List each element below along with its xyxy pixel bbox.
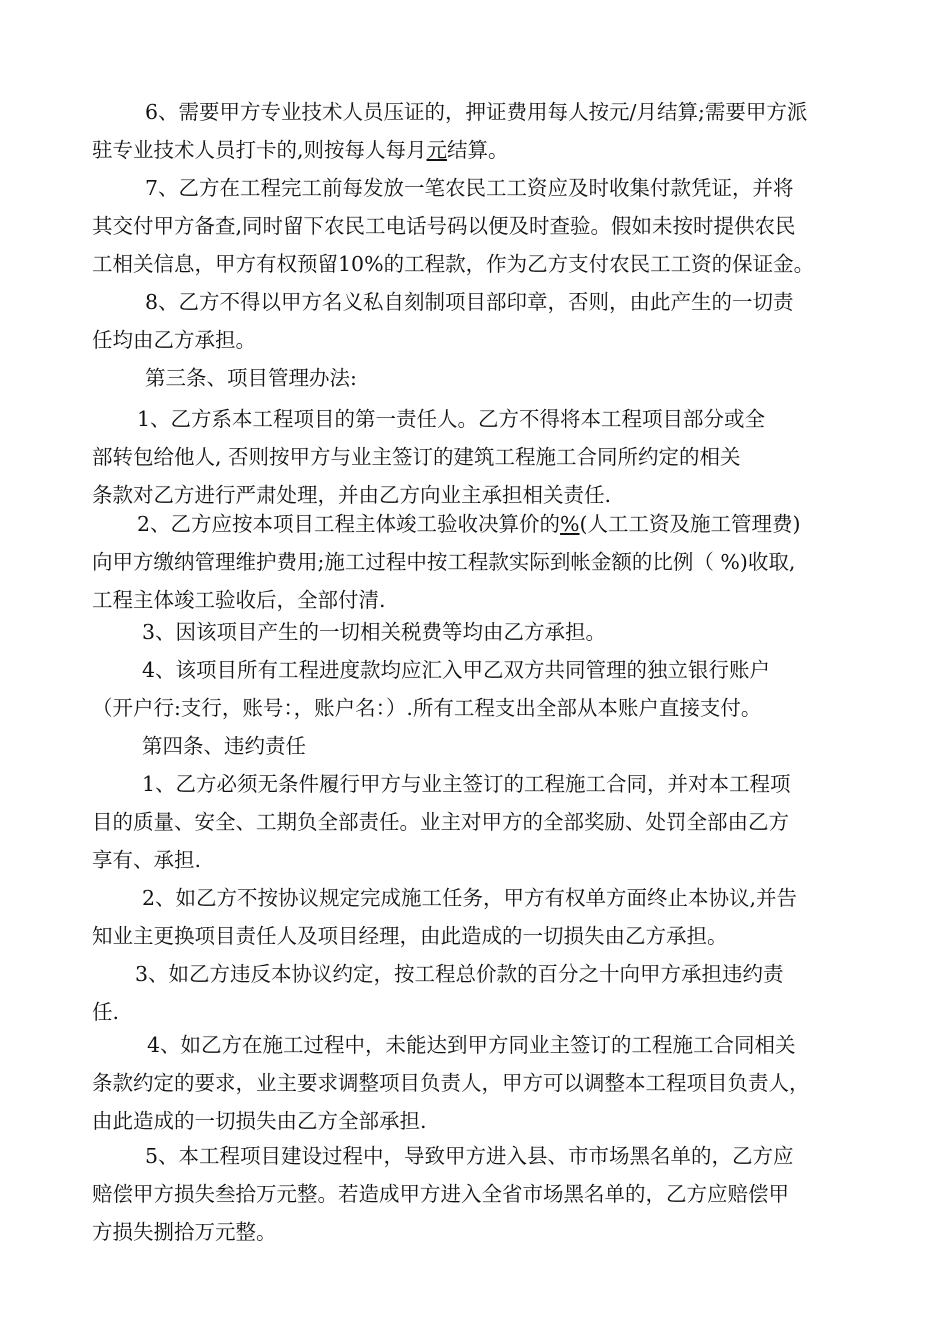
text-line <box>92 93 864 131</box>
clause-paragraph <box>92 400 864 514</box>
clause-paragraph <box>92 765 864 879</box>
text-run: 3、因该项目产生的一切相关税费等均由乙方承担。 <box>142 620 607 644</box>
text-run: 由此造成的一切损失由乙方全部承担. <box>92 1109 427 1133</box>
text-line <box>92 727 864 765</box>
text-line <box>92 245 864 283</box>
text-run: 工程主体竣工验收后，全部付清. <box>92 588 386 612</box>
section-heading <box>92 727 864 765</box>
text-run: 知业主更换项目责任人及项目经理，由此造成的一切损失由乙方承担。 <box>92 924 728 948</box>
text-line <box>92 613 864 651</box>
text-run: 任均由乙方承担。 <box>92 328 256 352</box>
text-run: 享有、承担. <box>92 848 202 872</box>
text-line <box>92 1137 864 1175</box>
text-run: 4、如乙方在施工过程中，未能达到甲方同业主签订的工程施工合同相关 <box>147 1033 796 1057</box>
text-run: 2、如乙方不按协议规定完成施工任务，甲方有权单方面终止本协议,并告 <box>142 886 798 910</box>
text-run: 赔偿甲方损失叁拾万元整。若造成甲方进入全省市场黑名单的，乙方应赔偿甲 <box>92 1182 789 1206</box>
clause-paragraph <box>92 1137 864 1251</box>
text-line <box>92 1102 864 1140</box>
text-run: 任. <box>92 1000 120 1024</box>
text-line <box>92 1064 864 1102</box>
clause-paragraph <box>92 505 864 619</box>
clause-paragraph <box>92 613 864 651</box>
text-run: 5、本工程项目建设过程中，导致甲方进入县、市市场黑名单的，乙方应 <box>145 1144 794 1168</box>
text-line <box>92 359 864 397</box>
text-line <box>92 765 864 803</box>
text-run: 4、该项目所有工程进度款均应汇入甲乙双方共同管理的独立银行账户 <box>142 658 771 682</box>
text-line <box>92 689 864 727</box>
text-run: 结算。 <box>447 138 509 162</box>
section-heading <box>92 359 864 397</box>
text-line <box>92 1026 864 1064</box>
text-run: 其交付甲方备查,同时留下农民工电话号码以便及时查验。假如未按时提供农民 <box>92 214 796 238</box>
text-run: 8、乙方不得以甲方名义私自刻制项目部印章，否则，由此产生的一切责 <box>145 290 794 314</box>
text-run: 目的质量、安全、工期负全部责任。业主对甲方的全部奖励、处罚全部由乙方 <box>92 810 789 834</box>
text-line <box>92 505 864 543</box>
text-line <box>92 169 864 207</box>
text-line <box>92 879 864 917</box>
text-run: 向甲方缴纳管理维护费用;施工过程中按工程款实际到帐金额的比例（ %)收取, <box>92 550 796 574</box>
clause-paragraph <box>92 93 864 169</box>
text-run: 条款对乙方进行严肃处理，并由乙方向业主承担相关责任. <box>92 483 612 507</box>
text-run: 部转包给他人, 否则按甲方与业主签订的建筑工程施工合同所约定的相关 <box>92 445 741 469</box>
text-run: 7、乙方在工程完工前每发放一笔农民工工资应及时收集付款凭证，并将 <box>145 176 794 200</box>
text-line <box>92 207 864 245</box>
underlined-blank: 元 <box>426 138 448 162</box>
text-line <box>92 438 864 476</box>
text-run: （开户行:支行，账号：，账户名：）.所有工程支出全部从本账户直接支付。 <box>92 696 762 720</box>
clause-paragraph <box>92 283 864 359</box>
clause-paragraph <box>92 651 864 727</box>
text-line <box>92 841 864 879</box>
clause-paragraph <box>92 879 864 955</box>
text-line <box>92 131 864 169</box>
text-run: 方损失捌拾万元整。 <box>92 1220 277 1244</box>
text-run: 驻专业技术人员打卡的,则按每人每月 <box>92 138 427 162</box>
text-line <box>92 400 864 438</box>
text-line <box>92 321 864 359</box>
text-line <box>92 803 864 841</box>
text-run: 第四条、违约责任 <box>142 734 306 758</box>
text-line <box>92 955 864 993</box>
text-run: 3、如乙方违反本协议约定，按工程总价款的百分之十向甲方承担违约责 <box>135 962 784 986</box>
text-line <box>92 917 864 955</box>
text-line <box>92 1213 864 1251</box>
text-run: 工相关信息，甲方有权预留10%的工程款，作为乙方支付农民工工资的保证金。 <box>92 252 815 276</box>
text-run: 6、需要甲方专业技术人员压证的，押证费用每人按元/月结算;需要甲方派 <box>145 100 808 124</box>
text-run: (人工工资及施工管理费) <box>579 512 801 536</box>
text-run: 条款约定的要求，业主要求调整项目负责人，甲方可以调整本工程项目负责人， <box>92 1071 810 1095</box>
text-run: 1、乙方必须无条件履行甲方与业主签订的工程施工合同，并对本工程项 <box>142 772 791 796</box>
clause-paragraph <box>92 169 864 283</box>
clause-paragraph <box>92 955 864 1031</box>
text-line <box>92 543 864 581</box>
underlined-blank: % <box>560 512 580 536</box>
text-run: 1、乙方系本工程项目的第一责任人。乙方不得将本工程项目部分或全 <box>137 407 766 431</box>
text-run: 第三条、项目管理办法: <box>145 366 357 390</box>
text-line <box>92 651 864 689</box>
text-line <box>92 1175 864 1213</box>
text-run: 2、乙方应按本项目工程主体竣工验收决算价的 <box>137 512 561 536</box>
clause-paragraph <box>92 1026 864 1140</box>
text-line <box>92 283 864 321</box>
